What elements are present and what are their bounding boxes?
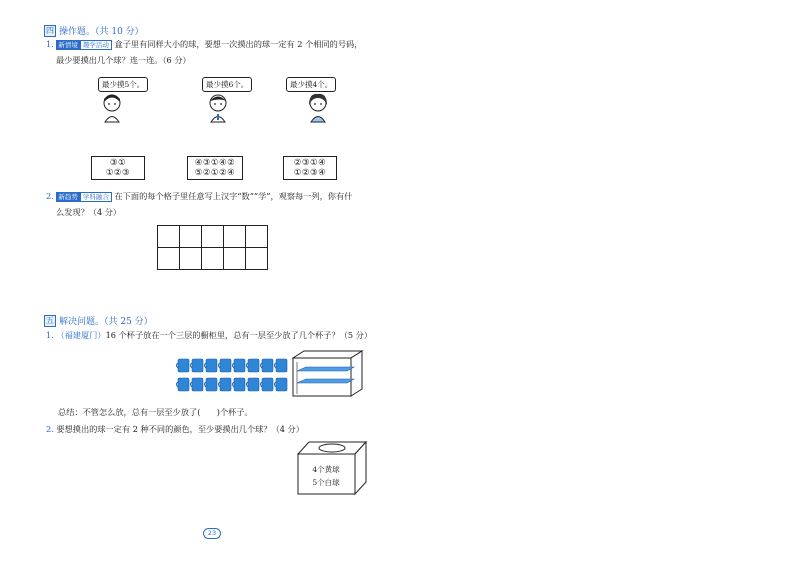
tag-new-trend: 新趋势 (58, 193, 78, 201)
grid-cell[interactable] (246, 226, 268, 248)
question-text: 要想摸出的球一定有 2 种不同的颜色，至少要摸出几个球？（4 分） (56, 424, 304, 434)
ball-box-row: ④③①④② (194, 158, 236, 168)
three-layer-cabinet (292, 350, 364, 398)
speech-bubble-1: 最少摸5个。 (98, 77, 148, 92)
ball-box-row: ①②③④ (293, 168, 327, 178)
tag-new-context: 新情境 (58, 41, 78, 49)
section-5-number: 五 (46, 315, 54, 325)
question-5-1 (46, 329, 372, 341)
question-text: 盒子里有同样大小的球，要想一次摸出的球一定有 2 个相同的号码， (114, 39, 363, 49)
section-4-number: 四 (46, 25, 54, 35)
speech-bubble-2: 最少摸6个。 (202, 77, 252, 92)
question-number: 2. (46, 191, 54, 201)
ball-box-1 (91, 156, 145, 180)
ball-box-row: ③① (109, 158, 127, 168)
page-number: 23 (203, 528, 221, 539)
question-text: 在下面的每个格子里任意写上汉字“数”“学”，观察每一列，你有什 (114, 191, 353, 201)
question-text: 16 个杯子放在一个三层的橱柜里，总有一层至少放了几个杯子？（5 分） (105, 330, 373, 340)
grid-cell[interactable] (180, 226, 202, 248)
cups-illustration (176, 357, 292, 395)
tag-cross-subject: 学科融合 (80, 192, 112, 202)
question-5-2 (46, 423, 304, 435)
section-5-heading (44, 314, 153, 327)
ball-box-row: ①②③ (105, 168, 131, 178)
question-4-1-line1 (46, 38, 362, 50)
ball-box-2 (187, 156, 243, 180)
section-4-heading (44, 24, 144, 37)
grid-cell[interactable] (202, 248, 224, 270)
question-source: （福建厦门） (56, 330, 106, 340)
question-number: 1. (46, 39, 54, 49)
ball-box-row: ②③①④ (293, 158, 327, 168)
girl-student-icon (306, 93, 330, 123)
ball-box-label-yellow: 4个黄球 (312, 465, 340, 474)
question-4-2-line1 (46, 190, 352, 202)
question-number: 2. (46, 424, 54, 434)
grid-cell[interactable] (246, 248, 268, 270)
question-4-2-line2: 么发现？（4 分） (56, 207, 122, 217)
writing-grid (157, 225, 268, 270)
boy-student-icon (206, 93, 230, 123)
grid-cell[interactable] (224, 248, 246, 270)
tag-fun-activity: 趣学活动 (80, 40, 112, 50)
section-4-title: 操作题。（共 10 分） (59, 27, 144, 37)
ball-box-3 (283, 156, 337, 180)
question-number: 1. (46, 330, 54, 340)
grid-cell[interactable] (180, 248, 202, 270)
question-4-1-line2: 最少要摸出几个球？连一连。（6 分） (56, 55, 191, 65)
girl-student-icon (100, 93, 124, 123)
grid-cell[interactable] (224, 226, 246, 248)
section-5-title: 解决问题。（共 25 分） (59, 317, 153, 327)
ball-box-label-white: 5个白球 (312, 478, 340, 487)
ball-box-row: ⑤②①②④ (194, 168, 236, 178)
grid-cell[interactable] (202, 226, 224, 248)
summary-line: 总结：不管怎么放，总有一层至少放了( )个杯子。 (58, 407, 253, 417)
speech-bubble-3: 最少摸4个。 (286, 77, 336, 92)
grid-cell[interactable] (158, 248, 180, 270)
grid-cell[interactable] (158, 226, 180, 248)
